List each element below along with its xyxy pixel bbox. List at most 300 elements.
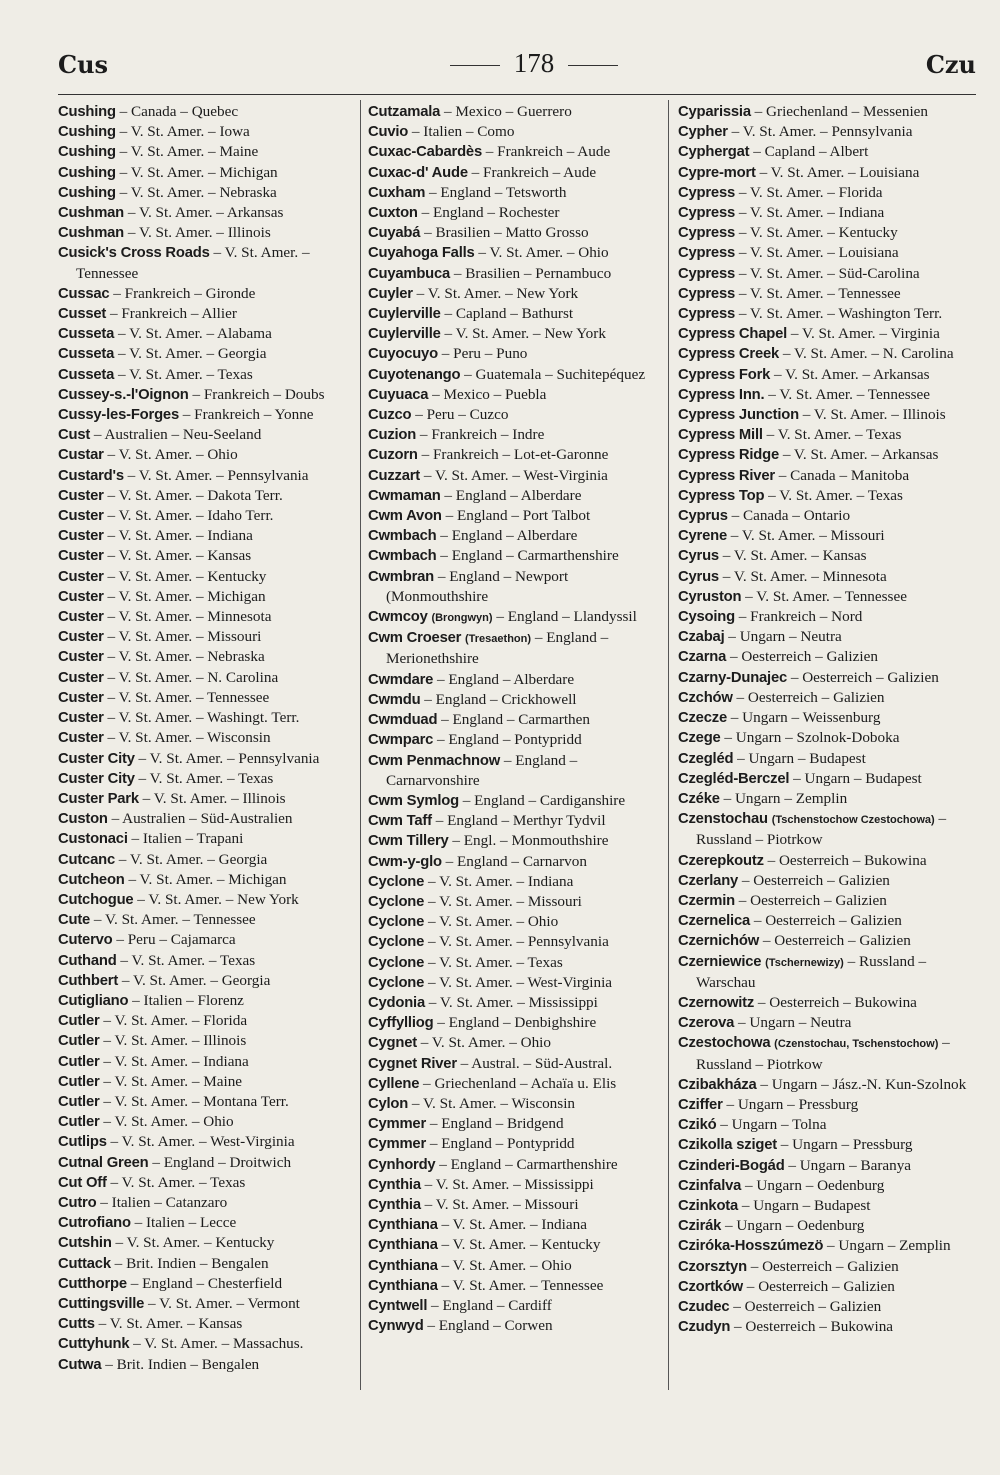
gazetteer-entry <box>678 365 976 385</box>
place-location: – Ungarn – Pressburg <box>726 1095 859 1113</box>
gazetteer-entry <box>58 1355 358 1375</box>
place-location: – Ungarn – Budapest <box>741 1196 871 1214</box>
gazetteer-entry <box>368 324 664 344</box>
gazetteer-entry <box>368 304 664 324</box>
place-name: Cut Off <box>58 1174 107 1191</box>
gazetteer-entry <box>678 1033 976 1074</box>
place-name: Cyrus <box>678 568 719 585</box>
gazetteer-entry <box>58 163 358 183</box>
gazetteer-entry <box>678 952 976 993</box>
place-location: – Frankreich – Lot-et-Garonne <box>421 446 609 464</box>
place-name: Cynthia <box>368 1196 421 1213</box>
gazetteer-entry <box>678 1013 976 1033</box>
place-location: – Peru – Puno <box>441 345 528 363</box>
gazetteer-entry <box>368 892 664 912</box>
gazetteer-entry <box>58 789 358 809</box>
place-name: Cypress Junction <box>678 407 799 424</box>
place-location: – V. St. Amer. – Virginia <box>790 325 940 343</box>
gazetteer-entry <box>678 243 976 263</box>
place-location: – Brit. Indien – Bengalen <box>105 1355 260 1373</box>
gazetteer-entry <box>678 1135 976 1155</box>
place-location: – V. St. Amer. – Maine <box>103 1072 243 1090</box>
gazetteer-entry <box>678 102 976 122</box>
place-location: – V. St. Amer. – Illinois <box>103 1032 247 1050</box>
place-name: Czernichów <box>678 933 760 950</box>
place-name: Cydonia <box>368 994 425 1011</box>
place-name: Cyclone <box>368 934 425 951</box>
gazetteer-entry <box>58 1092 358 1112</box>
place-name: Custer <box>58 528 104 545</box>
gazetteer-entry <box>368 690 664 710</box>
place-name: Cypress River <box>678 467 775 484</box>
place-name: Cziróka-Hosszúmezö <box>678 1238 824 1255</box>
gazetteer-entry <box>678 1196 976 1216</box>
gazetteer-entry <box>678 304 976 324</box>
gazetteer-entry <box>678 627 976 647</box>
gazetteer-entry <box>368 203 664 223</box>
gazetteer-entry <box>58 1052 358 1072</box>
place-location: – Capland – Bathurst <box>444 305 574 323</box>
gazetteer-entry <box>58 1294 358 1314</box>
place-name: Cushing <box>58 164 116 181</box>
place-name: Cwm Avon <box>368 508 442 525</box>
place-name: Cuylerville <box>368 306 441 323</box>
gazetteer-entry <box>678 1257 976 1277</box>
gazetteer-entry <box>678 1075 976 1095</box>
place-name: Czirák <box>678 1218 722 1235</box>
gazetteer-entry <box>678 264 976 284</box>
place-name: Cyclone <box>368 873 425 890</box>
gazetteer-entry <box>678 466 976 486</box>
place-name: Cziffer <box>678 1096 723 1113</box>
gazetteer-entry <box>58 870 358 890</box>
gazetteer-entry <box>678 851 976 871</box>
gazetteer-entry <box>368 1256 664 1276</box>
place-location: – V. St. Amer. – Mississippi <box>428 993 598 1011</box>
place-name: Custar <box>58 447 104 464</box>
gazetteer-entry <box>678 445 976 465</box>
place-location: – Oesterreich – Galizien <box>741 871 890 889</box>
gazetteer-entry <box>678 385 976 405</box>
place-name: Cyphergat <box>678 144 750 161</box>
place-location: – V. St. Amer. – Michigan <box>107 587 266 605</box>
gazetteer-entry <box>58 1314 358 1334</box>
place-location: – Frankreich – Indre <box>419 426 545 444</box>
place-name: Cwmbran <box>368 568 435 585</box>
place-name: Cushing <box>58 104 116 120</box>
gazetteer-entry <box>678 546 976 566</box>
place-name: Cutler <box>58 1033 100 1050</box>
place-location: – Brasilien – Pernambuco <box>453 264 612 282</box>
place-name: Custer <box>58 649 104 666</box>
place-name: Cusseta <box>58 346 115 363</box>
gazetteer-entry <box>58 506 358 526</box>
place-name: Cyruston <box>678 588 742 605</box>
gazetteer-entry <box>678 344 976 364</box>
place-name: Czerniewice <box>678 953 762 970</box>
place-location: – Russland – Piotrkow <box>696 1034 950 1073</box>
place-name: Custer <box>58 568 104 585</box>
gazetteer-entry <box>678 203 976 223</box>
place-name: Czernelica <box>678 913 751 930</box>
place-name: Cypher <box>678 124 728 141</box>
place-name: Custer Park <box>58 790 139 807</box>
place-location: – V. St. Amer. – Florida <box>738 183 883 201</box>
place-name: Cutigliano <box>58 992 129 1009</box>
place-name: Cyclone <box>368 893 425 910</box>
gazetteer-entry <box>58 223 358 243</box>
place-location: – Frankreich – Aude <box>471 163 597 181</box>
place-location: – Griechenland – Achaïa u. Elis <box>423 1074 617 1092</box>
place-location: – Oesterreich – Galizien <box>729 648 878 666</box>
place-name: Czermin <box>678 892 735 909</box>
gazetteer-entry <box>678 183 976 203</box>
place-location: – V. St. Amer. – New York <box>137 890 299 908</box>
place-name: Cypress <box>678 245 736 262</box>
gazetteer-entry <box>58 243 358 283</box>
gazetteer-entry <box>368 831 664 851</box>
place-name: Cushing <box>58 124 116 141</box>
place-name: Cyparissia <box>678 104 751 120</box>
place-name: Custer <box>58 710 104 727</box>
place-location: – V. St. Amer. – Georgia <box>121 971 271 989</box>
place-name: Cuzco <box>368 407 412 424</box>
page-number: 178 <box>424 48 644 79</box>
gazetteer-entry <box>58 1193 358 1213</box>
gazetteer-entry <box>368 284 664 304</box>
gazetteer-entry <box>368 243 664 263</box>
place-location: – V. St. Amer. – New York <box>444 325 606 343</box>
place-name: Cynthiana <box>368 1237 438 1254</box>
alternate-name: (Tschenstochow Czestochowa) <box>771 814 935 827</box>
gazetteer-entry <box>58 183 358 203</box>
gazetteer-entry <box>58 850 358 870</box>
gazetteer-entry <box>58 688 358 708</box>
place-name: Custer <box>58 730 104 747</box>
place-location: – V. St. Amer. – Tennessee <box>738 284 901 302</box>
gazetteer-entry <box>58 405 358 425</box>
gazetteer-entry <box>58 1233 358 1253</box>
place-location: – V. St. Amer. – Ohio <box>478 244 609 262</box>
gazetteer-entry <box>58 546 358 566</box>
gazetteer-entry <box>678 749 976 769</box>
gazetteer-entry <box>368 628 664 669</box>
place-location: – Brasilien – Matto Grosso <box>424 224 589 242</box>
place-location: – V. St. Amer. – West-Virginia <box>427 973 613 991</box>
place-name: Cwmbach <box>368 528 437 545</box>
gazetteer-entry <box>678 993 976 1013</box>
place-location: – Guatemala – Suchitepéquez <box>464 365 646 383</box>
gazetteer-entry <box>678 891 976 911</box>
place-location: – England – Crickhowell <box>424 690 577 708</box>
gazetteer-entry <box>368 1316 664 1336</box>
place-name: Cypress Creek <box>678 346 780 363</box>
place-name: Custer <box>58 588 104 605</box>
place-name: Cygnet <box>368 1035 417 1052</box>
gazetteer-entry <box>678 405 976 425</box>
place-name: Cyclone <box>368 974 425 991</box>
place-location: – V. St. Amer. – Süd-Carolina <box>738 264 920 282</box>
gazetteer-entry <box>678 668 976 688</box>
place-location: – V. St. Amer. – Kentucky <box>115 1234 275 1252</box>
place-name: Custer <box>58 508 104 525</box>
place-location: – England – Pontypridd <box>429 1135 575 1153</box>
place-location: – V. St. Amer. – Louisiana <box>738 244 899 262</box>
place-name: Cuthand <box>58 952 117 969</box>
place-location: – Canada – Quebec <box>119 103 239 120</box>
gazetteer-entry <box>58 365 358 385</box>
gazetteer-entry <box>368 872 664 892</box>
place-name: Cwmdu <box>368 691 421 708</box>
gazetteer-entry <box>58 526 358 546</box>
gazetteer-entry <box>58 425 358 445</box>
place-location: – V. St. Amer. – Massachus. <box>133 1335 304 1353</box>
place-name: Cutervo <box>58 932 113 949</box>
place-location: – England – Alberdare <box>440 527 578 545</box>
place-location: – England – Pontypridd <box>437 731 582 749</box>
gazetteer-entry <box>678 1115 976 1135</box>
gazetteer-entry <box>678 1156 976 1176</box>
gazetteer-entry <box>368 183 664 203</box>
place-name: Cypress Chapel <box>678 326 788 343</box>
place-location: – England – Merionethshire <box>386 629 609 668</box>
place-location: – V. St. Amer. – Illinois <box>142 789 286 807</box>
place-location: – Russland – Warschau <box>696 952 927 991</box>
gazetteer-entry <box>368 122 664 142</box>
place-name: Czecze <box>678 710 727 727</box>
place-name: Cwm Penmachnow <box>368 752 501 769</box>
place-name: Cyffylliog <box>368 1015 434 1032</box>
place-name: Cuttyhunk <box>58 1336 130 1353</box>
place-name: Cwm Symlog <box>368 792 459 809</box>
place-name: Cypress Mill <box>678 427 763 444</box>
place-location: – V. St. Amer. – Iowa <box>119 123 250 141</box>
place-location: – V. St. Amer. – Montana Terr. <box>103 1092 289 1110</box>
place-location: – Ungarn – Baranya <box>788 1156 912 1174</box>
place-name: Czerepkoutz <box>678 852 764 869</box>
place-name: Cutcheon <box>58 871 125 888</box>
place-name: Cusseta <box>58 366 115 383</box>
place-location: – England – Llandyssil <box>496 608 637 626</box>
place-name: Cypre-mort <box>678 164 756 181</box>
place-name: Czabaj <box>678 629 725 646</box>
place-location: – V. St. Amer. – Georgia <box>118 850 268 868</box>
place-location: – England – Carmarthenshire <box>440 547 619 565</box>
place-name: Cypress Ridge <box>678 447 780 464</box>
gazetteer-entry <box>58 1254 358 1274</box>
place-location: – V. St. Amer. – Texas <box>110 1173 246 1191</box>
place-location: – Frankreich – Gironde <box>113 284 256 302</box>
alternate-name: (Brongwyn) <box>431 612 493 625</box>
place-location: – Oesterreich – Galizien <box>753 912 902 930</box>
place-name: Czinkota <box>678 1197 739 1214</box>
gazetteer-entry <box>368 973 664 993</box>
gazetteer-entry <box>58 910 358 930</box>
place-location: – Italien – Florenz <box>132 991 244 1009</box>
place-location: – Ungarn – Budapest <box>793 769 922 787</box>
place-location: – England – Cardiganshire <box>462 791 626 809</box>
alternate-name: (Tresaethon) <box>465 633 532 646</box>
place-location: – Oesterreich – Bukowina <box>767 851 927 869</box>
gazetteer-entry <box>58 1173 358 1193</box>
place-location: – England – Alberdare <box>444 486 582 504</box>
place-location: – V. St. Amer. – Indiana <box>738 204 885 222</box>
gazetteer-entry <box>678 1317 976 1337</box>
place-name: Cutro <box>58 1194 97 1211</box>
place-name: Czikó <box>678 1117 717 1134</box>
gazetteer-entry <box>58 385 358 405</box>
place-name: Czibakháza <box>678 1076 757 1093</box>
gazetteer-entry <box>368 791 664 811</box>
place-location: – Oesterreich – Galizien <box>762 932 911 950</box>
gazetteer-entry <box>368 223 664 243</box>
place-name: Cypress <box>678 225 736 242</box>
place-name: Cyclone <box>368 954 425 971</box>
gazetteer-entry <box>368 670 664 690</box>
gazetteer-entry <box>368 567 664 607</box>
place-name: Cushing <box>58 184 116 201</box>
place-location: – England – Cardiff <box>431 1296 552 1314</box>
place-name: Cuzion <box>368 427 417 444</box>
gazetteer-entry <box>368 1054 664 1074</box>
place-location: – V. St. Amer. – Michigan <box>119 163 278 181</box>
gazetteer-entry <box>678 688 976 708</box>
place-location: – V. St. Amer. – Pennsylvania <box>127 466 309 484</box>
place-name: Cuyabá <box>368 225 421 242</box>
place-location: – V. St. Amer. – Washington Terr. <box>738 305 943 323</box>
place-location: – V. St. Amer. – Idaho Terr. <box>107 507 274 525</box>
place-name: Cyprus <box>678 508 728 525</box>
place-location: – V. St. Amer. – Pennsylvania <box>427 933 609 951</box>
place-location: – V. St. Amer. – West-Virginia <box>423 466 608 484</box>
place-location: – Russland – Piotrkow <box>696 810 947 849</box>
place-location: – V. St. Amer. – Tennessee <box>76 244 310 282</box>
place-name: Czege <box>678 730 721 747</box>
place-name: Custer <box>58 629 104 646</box>
place-name: Cypress Top <box>678 487 765 504</box>
gazetteer-entry <box>58 122 358 142</box>
place-name: Cwmcoy <box>368 609 428 626</box>
place-name: Cutlips <box>58 1134 107 1151</box>
header-last-keyword: Czu <box>925 50 976 79</box>
gazetteer-entry <box>368 1114 664 1134</box>
place-name: Cuxac-d' Aude <box>368 164 468 181</box>
place-location: – V. St. Amer. – Washingt. Terr. <box>107 709 300 727</box>
place-name: Czernowitz <box>678 994 755 1011</box>
place-location: – V. St. Amer. – Missouri <box>730 527 885 545</box>
place-name: Cypress <box>678 306 736 323</box>
place-location: – Austral. – Süd-Austral. <box>460 1054 613 1072</box>
gazetteer-entry <box>678 708 976 728</box>
gazetteer-entry <box>368 1195 664 1215</box>
gazetteer-entry <box>58 930 358 950</box>
gazetteer-entry <box>58 728 358 748</box>
column-divider <box>668 100 669 1390</box>
gazetteer-entry <box>58 284 358 304</box>
column-2 <box>368 102 664 1336</box>
gazetteer-entry <box>368 730 664 750</box>
gazetteer-entry <box>678 1176 976 1196</box>
place-location: – V. St. Amer. – N. Carolina <box>107 668 279 686</box>
place-location: – V. St. Amer. – Pennsylvania <box>731 123 913 141</box>
place-location: – Oesterreich – Galizien <box>750 1257 899 1275</box>
place-location: – Oesterreich – Galizien <box>746 1277 895 1295</box>
place-name: Cussy-les-Forges <box>58 407 179 424</box>
place-location: – England – Merthyr Tydvil <box>435 812 606 830</box>
gazetteer-entry <box>368 102 664 122</box>
place-location: – V. St. Amer. – New York <box>416 284 579 302</box>
place-location: – England – Carmarthen <box>441 711 590 729</box>
gazetteer-entry <box>678 1216 976 1236</box>
place-name: Custer City <box>58 770 135 787</box>
place-location: – Griechenland – Messenien <box>754 103 928 120</box>
place-name: Cutler <box>58 1114 100 1131</box>
place-name: Cwmbach <box>368 548 437 565</box>
gazetteer-entry <box>678 728 976 748</box>
place-location: – Ungarn – Neutra <box>728 628 842 646</box>
gazetteer-entry <box>58 1274 358 1294</box>
place-name: Czerlany <box>678 872 739 889</box>
place-name: Cuvio <box>368 124 409 141</box>
place-location: – V. St. Amer. – Kansas <box>722 547 867 565</box>
place-location: – V. St. Amer. – Alabama <box>117 325 272 343</box>
gazetteer-entry <box>58 971 358 991</box>
place-name: Custer <box>58 487 104 504</box>
gazetteer-entry <box>368 811 664 831</box>
gazetteer-entry <box>368 445 664 465</box>
place-name: Custard's <box>58 467 124 484</box>
gazetteer-entry <box>368 932 664 952</box>
place-location: – Ungarn – Neutra <box>737 1014 852 1032</box>
place-location: – V. St. Amer. – Indiana <box>427 872 574 890</box>
place-location: – Oesterreich – Bukowina <box>757 993 917 1011</box>
place-location: – V. St. Amer. – Indiana <box>441 1216 587 1234</box>
gazetteer-entry <box>368 1175 664 1195</box>
place-location: – England – Newport (Monmouthshire <box>386 567 569 605</box>
gazetteer-entry <box>58 708 358 728</box>
place-name: Cuzorn <box>368 447 418 464</box>
place-name: Czerova <box>678 1015 735 1032</box>
gazetteer-entry <box>58 324 358 344</box>
place-location: – V. St. Amer. – Wisconsin <box>107 729 271 747</box>
gazetteer-entry <box>58 142 358 162</box>
place-location: – V. St. Amer. – Vermont <box>148 1294 300 1312</box>
place-location: – V. St. Amer. – Arkansas <box>782 446 939 464</box>
place-location: – V. St. Amer. – Texas <box>117 365 253 383</box>
place-name: Czenstochau <box>678 811 768 828</box>
header-first-keyword: Cus <box>58 50 109 79</box>
gazetteer-entry <box>678 122 976 142</box>
place-name: Czarny-Dunajec <box>678 669 788 686</box>
place-location: – England – Bridgend <box>429 1115 564 1133</box>
gazetteer-entry <box>368 486 664 506</box>
column-1 <box>58 102 358 1375</box>
place-name: Cynthia <box>368 1176 421 1193</box>
gazetteer-entry <box>58 668 358 688</box>
place-name: Custer <box>58 609 104 626</box>
place-location: – England – Port Talbot <box>445 507 591 525</box>
place-name: Custer <box>58 669 104 686</box>
place-name: Cwm-y-glo <box>368 853 442 870</box>
place-name: Czestochowa <box>678 1035 771 1052</box>
place-name: Czikolla sziget <box>678 1137 777 1154</box>
place-location: – V. St. Amer. – Louisiana <box>759 163 920 181</box>
place-name: Cwm Croeser <box>368 630 462 647</box>
gazetteer-entry <box>678 911 976 931</box>
place-location: – V. St. Amer. – Ohio <box>107 446 238 464</box>
alternate-name: (Tschernewizy) <box>765 956 844 969</box>
gazetteer-entry <box>58 344 358 364</box>
